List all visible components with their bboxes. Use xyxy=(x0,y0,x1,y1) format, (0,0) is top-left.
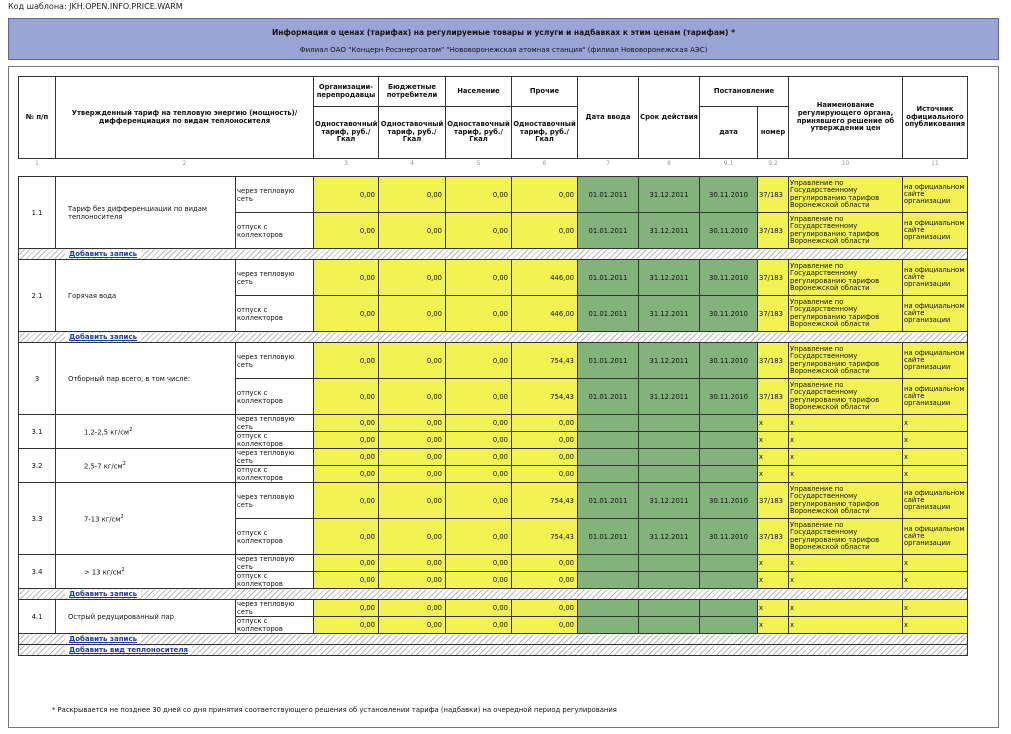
header-resolution: Постановление xyxy=(700,77,789,107)
tariff-input[interactable]: 0,00 xyxy=(314,466,379,483)
date-in-cell[interactable]: 01.01.2011 xyxy=(578,519,639,555)
tariff-input[interactable]: 0,00 xyxy=(512,177,578,213)
authority-cell[interactable]: Управление по Государственному регулированию тарифов Воронежской области xyxy=(789,260,903,296)
tariff-name xyxy=(56,415,236,449)
validity-cell[interactable] xyxy=(639,432,700,449)
tariff-input[interactable]: 0,00 xyxy=(314,617,379,634)
add-record-link[interactable]: Добавить запись xyxy=(65,250,141,258)
add-record-link-row xyxy=(19,332,968,343)
carrier-label: через тепловую сеть xyxy=(236,483,314,519)
date-in-cell[interactable] xyxy=(578,415,639,432)
row-number: 1.1 xyxy=(19,177,56,249)
add-record-link-row xyxy=(19,589,968,600)
row-number: 3 xyxy=(19,343,56,415)
tariff-name xyxy=(56,177,236,249)
authority-cell[interactable]: x xyxy=(789,555,903,572)
tariff-input[interactable]: 0,00 xyxy=(314,260,379,296)
tariff-input[interactable]: 0,00 xyxy=(379,415,446,432)
tariff-input[interactable]: 0,00 xyxy=(512,572,578,589)
resolution-date-cell[interactable]: 30.11.2010 xyxy=(700,296,758,332)
tariff-input[interactable]: 0,00 xyxy=(379,449,446,466)
row-number: 2.1 xyxy=(19,260,56,332)
resolution-date-cell[interactable] xyxy=(700,449,758,466)
source-cell[interactable]: x xyxy=(903,432,968,449)
date-in-cell[interactable] xyxy=(578,449,639,466)
source-cell[interactable]: на официальном сайте организации xyxy=(903,296,968,332)
tariff-input[interactable]: 0,00 xyxy=(379,519,446,555)
tariff-input[interactable]: 0,00 xyxy=(314,555,379,572)
carrier-label: отпуск с коллекторов xyxy=(236,432,314,449)
hatched-row xyxy=(19,589,968,600)
tariff-input[interactable]: 0,00 xyxy=(512,449,578,466)
tariff-input[interactable]: 754,43 xyxy=(512,343,578,379)
resolution-number-cell[interactable]: 37/183 xyxy=(758,260,789,296)
tariff-input[interactable]: 0,00 xyxy=(314,449,379,466)
table-row xyxy=(19,260,968,296)
row-number: 3.3 xyxy=(19,483,56,555)
date-in-cell[interactable]: 01.01.2011 xyxy=(578,177,639,213)
date-in-cell[interactable] xyxy=(578,617,639,634)
resolution-number-cell[interactable]: x xyxy=(758,600,789,617)
tariff-input[interactable]: 0,00 xyxy=(314,572,379,589)
tariff-input[interactable]: 0,00 xyxy=(314,177,379,213)
validity-cell[interactable]: 31.12.2011 xyxy=(639,260,700,296)
validity-cell[interactable] xyxy=(639,449,700,466)
tariff-name xyxy=(56,600,236,634)
column-number: 8 xyxy=(667,160,671,168)
carrier-label: отпуск с коллекторов xyxy=(236,519,314,555)
carrier-label: отпуск с коллекторов xyxy=(236,379,314,415)
validity-cell[interactable]: 31.12.2011 xyxy=(639,519,700,555)
tariff-input[interactable]: 0,00 xyxy=(314,483,379,519)
row-number: 3.4 xyxy=(19,555,56,589)
header-other: Прочие xyxy=(512,77,578,107)
column-number: 7 xyxy=(606,160,610,168)
table-row xyxy=(19,483,968,519)
tariff-name-text: Острый редуцированный пар xyxy=(68,612,174,621)
resolution-date-cell[interactable]: 30.11.2010 xyxy=(700,519,758,555)
table-row xyxy=(19,343,968,379)
tariff-input[interactable]: 0,00 xyxy=(446,519,512,555)
tariff-input[interactable]: 0,00 xyxy=(446,379,512,415)
tariff-input[interactable]: 0,00 xyxy=(446,177,512,213)
carrier-label: отпуск с коллекторов xyxy=(236,617,314,634)
validity-cell[interactable] xyxy=(639,600,700,617)
tariff-name-text: 1,2-2,5 кг/см xyxy=(84,428,130,437)
column-number: 9.2 xyxy=(768,160,778,168)
tariff-input[interactable]: 446,00 xyxy=(512,260,578,296)
tariff-name xyxy=(56,260,236,332)
column-number: 6 xyxy=(542,160,547,168)
tariff-input[interactable]: 0,00 xyxy=(446,449,512,466)
carrier-label: отпуск с коллекторов xyxy=(236,213,314,249)
table-row xyxy=(19,177,968,213)
row-number: 3.2 xyxy=(19,449,56,483)
resolution-date-cell[interactable] xyxy=(700,600,758,617)
resolution-date-cell[interactable] xyxy=(700,555,758,572)
date-in-cell[interactable] xyxy=(578,600,639,617)
date-in-cell[interactable]: 01.01.2011 xyxy=(578,343,639,379)
tariff-name-text: Горячая вода xyxy=(68,291,117,300)
tariff-input[interactable]: 0,00 xyxy=(446,572,512,589)
carrier-label: через тепловую сеть xyxy=(236,415,314,432)
resolution-date-cell[interactable]: 30.11.2010 xyxy=(700,379,758,415)
date-in-cell[interactable] xyxy=(578,466,639,483)
resolution-number-cell[interactable]: x xyxy=(758,415,789,432)
carrier-label: через тепловую сеть xyxy=(236,600,314,617)
superscript: 2 xyxy=(120,513,124,520)
resolution-number-cell[interactable]: 37/183 xyxy=(758,343,789,379)
header-single-rate: Одноставочный тариф, руб./Гкал xyxy=(446,107,512,159)
source-cell[interactable]: на официальном сайте организации xyxy=(903,177,968,213)
tariff-input[interactable]: 754,43 xyxy=(512,483,578,519)
row-number: 4.1 xyxy=(19,600,56,634)
resolution-number-cell[interactable]: 37/183 xyxy=(758,519,789,555)
tariff-input[interactable]: 0,00 xyxy=(379,213,446,249)
tariff-name-text: Отборный пар всего, в том числе: xyxy=(68,374,190,383)
tariff-input[interactable]: 0,00 xyxy=(314,519,379,555)
carrier-label: через тепловую сеть xyxy=(236,260,314,296)
authority-cell[interactable]: Управление по Государственному регулированию тарифов Воронежской области xyxy=(789,343,903,379)
add-record-link[interactable]: Добавить запись xyxy=(65,333,141,341)
authority-cell[interactable]: Управление по Государственному регулированию тарифов Воронежской области xyxy=(789,519,903,555)
validity-cell[interactable]: 31.12.2011 xyxy=(639,483,700,519)
date-in-cell[interactable]: 01.01.2011 xyxy=(578,379,639,415)
column-number: 1 xyxy=(35,160,39,168)
tariff-input[interactable]: 0,00 xyxy=(379,600,446,617)
resolution-number-cell[interactable]: x xyxy=(758,617,789,634)
superscript: 2 xyxy=(121,566,125,573)
superscript: 2 xyxy=(129,426,133,433)
authority-cell[interactable]: Управление по Государственному регулированию тарифов Воронежской области xyxy=(789,483,903,519)
tariff-input[interactable]: 0,00 xyxy=(446,600,512,617)
column-number: 2 xyxy=(182,160,187,168)
header-single-rate: Одноставочный тариф, руб./Гкал xyxy=(314,107,379,159)
carrier-label: отпуск с коллекторов xyxy=(236,466,314,483)
date-in-cell[interactable] xyxy=(578,572,639,589)
header-budget: Бюджетные потребители xyxy=(379,77,446,107)
date-in-cell[interactable]: 01.01.2011 xyxy=(578,260,639,296)
header-banner xyxy=(8,18,999,60)
header-single-rate: Одноставочный тариф, руб./Гкал xyxy=(512,107,578,159)
resolution-number-cell[interactable]: x xyxy=(758,466,789,483)
validity-cell[interactable]: 31.12.2011 xyxy=(639,177,700,213)
resolution-number-cell[interactable]: 37/183 xyxy=(758,213,789,249)
column-numbers-row xyxy=(19,159,968,169)
carrier-label: отпуск с коллекторов xyxy=(236,572,314,589)
authority-cell[interactable]: Управление по Государственному регулированию тарифов Воронежской области xyxy=(789,296,903,332)
validity-cell[interactable]: 31.12.2011 xyxy=(639,343,700,379)
tariff-input[interactable]: 0,00 xyxy=(379,296,446,332)
tariff-input[interactable]: 0,00 xyxy=(446,260,512,296)
resolution-date-cell[interactable] xyxy=(700,617,758,634)
resolution-date-cell[interactable]: 30.11.2010 xyxy=(700,343,758,379)
tariff-input[interactable]: 0,00 xyxy=(379,572,446,589)
resolution-number-cell[interactable]: x xyxy=(758,572,789,589)
resolution-date-cell[interactable] xyxy=(700,432,758,449)
banner-subtitle: Филиал ОАО "Концерн Росэнергоатом" "Нововоронежская атомная станция" (филиал Нововоронежская АЭС) xyxy=(299,46,708,54)
tariff-input[interactable]: 0,00 xyxy=(314,296,379,332)
source-cell[interactable]: на официальном сайте организации xyxy=(903,343,968,379)
header-authority: Наименование регулирующего органа, принявшего решение об утверждении цен xyxy=(789,77,903,159)
validity-cell[interactable] xyxy=(639,415,700,432)
header-res-number: номер xyxy=(758,107,789,159)
carrier-label: отпуск с коллекторов xyxy=(236,296,314,332)
resolution-date-cell[interactable] xyxy=(700,415,758,432)
carrier-label: через тепловую сеть xyxy=(236,343,314,379)
table-row xyxy=(19,555,968,572)
tariff-name-text: 2,5-7 кг/см xyxy=(84,462,123,471)
header-date-in: Дата ввода xyxy=(578,77,639,159)
source-cell[interactable]: x xyxy=(903,617,968,634)
resolution-number-cell[interactable]: 37/183 xyxy=(758,177,789,213)
tariff-input[interactable]: 0,00 xyxy=(314,432,379,449)
add-carrier-link[interactable]: Добавить вид теплоносителя xyxy=(65,646,192,654)
add-carrier-link-row xyxy=(19,645,968,656)
authority-cell[interactable]: x xyxy=(789,600,903,617)
superscript: 2 xyxy=(122,460,126,467)
tariff-input[interactable]: 446,00 xyxy=(512,296,578,332)
header-tariff: Утвержденный тариф на тепловую энергию (мощность)/ дифференциация по видам теплоносителя xyxy=(56,77,314,159)
tariff-input[interactable]: 0,00 xyxy=(314,343,379,379)
tariff-name xyxy=(56,555,236,589)
header-res-date: дата xyxy=(700,107,758,159)
source-cell[interactable]: x xyxy=(903,600,968,617)
source-cell[interactable]: x xyxy=(903,466,968,483)
column-number: 5 xyxy=(476,160,481,168)
table-row xyxy=(19,415,968,432)
carrier-label: через тепловую сеть xyxy=(236,177,314,213)
source-cell[interactable]: на официальном сайте организации xyxy=(903,213,968,249)
tariff-name-text: 7-13 кг/см xyxy=(84,515,121,524)
hatched-row xyxy=(19,332,968,343)
source-cell[interactable]: x xyxy=(903,415,968,432)
tariff-input[interactable]: 0,00 xyxy=(446,213,512,249)
tariff-input[interactable]: 0,00 xyxy=(379,260,446,296)
column-number: 10 xyxy=(841,160,850,168)
tariff-input[interactable]: 0,00 xyxy=(314,213,379,249)
source-cell[interactable]: x xyxy=(903,572,968,589)
authority-cell[interactable]: Управление по Государственному регулированию тарифов Воронежской области xyxy=(789,177,903,213)
header-num: № п/п xyxy=(19,77,56,159)
table-row xyxy=(19,600,968,617)
tariff-input[interactable]: 0,00 xyxy=(379,555,446,572)
tariff-input[interactable]: 0,00 xyxy=(314,415,379,432)
tariff-input[interactable]: 0,00 xyxy=(512,466,578,483)
tariff-input[interactable]: 0,00 xyxy=(446,296,512,332)
tariff-input[interactable]: 0,00 xyxy=(379,483,446,519)
tariff-input[interactable]: 0,00 xyxy=(446,466,512,483)
tariff-input[interactable]: 0,00 xyxy=(314,379,379,415)
tariff-input[interactable]: 0,00 xyxy=(512,600,578,617)
tariff-input[interactable]: 0,00 xyxy=(446,483,512,519)
spacer-row xyxy=(19,169,968,177)
table-row xyxy=(19,449,968,466)
header-single-rate: Одноставочный тариф, руб./Гкал xyxy=(379,107,446,159)
date-in-cell[interactable]: 01.01.2011 xyxy=(578,483,639,519)
validity-cell[interactable] xyxy=(639,617,700,634)
carrier-label: через тепловую сеть xyxy=(236,449,314,466)
validity-cell[interactable]: 31.12.2011 xyxy=(639,379,700,415)
tariff-input[interactable]: 0,00 xyxy=(379,466,446,483)
resolution-date-cell[interactable]: 30.11.2010 xyxy=(700,177,758,213)
authority-cell[interactable]: x xyxy=(789,617,903,634)
column-number: 3 xyxy=(344,160,348,168)
tariff-name xyxy=(56,343,236,415)
authority-cell[interactable]: Управление по Государственному регулированию тарифов Воронежской области xyxy=(789,213,903,249)
footnote: * Раскрывается не позднее 30 дней со дня принятия соответствующего решения об установлении тарифа (надбавки) на очередной период регулирования xyxy=(52,706,617,714)
date-in-cell[interactable]: 01.01.2011 xyxy=(578,213,639,249)
tariff-input[interactable]: 0,00 xyxy=(314,600,379,617)
tariff-input[interactable]: 0,00 xyxy=(379,343,446,379)
validity-cell[interactable]: 31.12.2011 xyxy=(639,213,700,249)
tariff-input[interactable]: 0,00 xyxy=(512,432,578,449)
banner-title: Информация о ценах (тарифах) на регулируемые товары и услуги и надбавках к этим ценам (тарифам) * xyxy=(271,28,736,37)
add-record-link[interactable]: Добавить запись xyxy=(65,635,141,643)
authority-cell[interactable]: Управление по Государственному регулированию тарифов Воронежской области xyxy=(789,379,903,415)
source-cell[interactable]: на официальном сайте организации xyxy=(903,483,968,519)
column-number: 4 xyxy=(410,160,414,168)
tariff-input[interactable]: 0,00 xyxy=(512,617,578,634)
resolution-date-cell[interactable]: 30.11.2010 xyxy=(700,483,758,519)
tariff-input[interactable]: 0,00 xyxy=(446,343,512,379)
hatched-row xyxy=(19,249,968,260)
tariff-input[interactable]: 0,00 xyxy=(379,379,446,415)
header-population: Население xyxy=(446,77,512,107)
tariff-input[interactable]: 0,00 xyxy=(379,177,446,213)
tariff-input[interactable]: 0,00 xyxy=(446,617,512,634)
tariff-name-text: Тариф без дифференциации по видам теплоносителя xyxy=(68,204,208,221)
tariff-input[interactable]: 0,00 xyxy=(379,432,446,449)
column-number: 11 xyxy=(931,160,939,168)
resolution-number-cell[interactable]: 37/183 xyxy=(758,296,789,332)
column-number: 9.1 xyxy=(723,160,734,168)
resolution-date-cell[interactable] xyxy=(700,572,758,589)
authority-cell[interactable]: x xyxy=(789,449,903,466)
tariff-input[interactable]: 0,00 xyxy=(379,617,446,634)
header-source: Источник официального опубликования xyxy=(903,77,968,159)
resolution-number-cell[interactable]: x xyxy=(758,449,789,466)
add-record-link-row xyxy=(19,634,968,645)
tariff-input[interactable]: 0,00 xyxy=(446,432,512,449)
tariff-name-text: > 13 кг/см xyxy=(84,568,122,577)
template-code: Код шаблона: JKH.OPEN.INFO.PRICE.WARM xyxy=(8,2,183,11)
tariff-input[interactable]: 0,00 xyxy=(512,213,578,249)
tariff-input[interactable]: 0,00 xyxy=(446,415,512,432)
tariff-input[interactable]: 0,00 xyxy=(512,415,578,432)
add-record-link-row xyxy=(19,249,968,260)
source-cell[interactable]: на официальном сайте организации xyxy=(903,260,968,296)
resolution-date-cell[interactable]: 30.11.2010 xyxy=(700,260,758,296)
source-cell[interactable]: x xyxy=(903,449,968,466)
carrier-label: через тепловую сеть xyxy=(236,555,314,572)
resolution-date-cell[interactable]: 30.11.2010 xyxy=(700,213,758,249)
header-validity: Срок действия xyxy=(639,77,700,159)
resolution-number-cell[interactable]: 37/183 xyxy=(758,379,789,415)
date-in-cell[interactable] xyxy=(578,555,639,572)
resolution-number-cell[interactable]: x xyxy=(758,555,789,572)
source-cell[interactable]: x xyxy=(903,555,968,572)
authority-cell[interactable]: x xyxy=(789,466,903,483)
tariff-table xyxy=(18,76,968,656)
authority-cell[interactable]: x xyxy=(789,432,903,449)
date-in-cell[interactable] xyxy=(578,432,639,449)
header-resellers: Организации-перепродавцы xyxy=(314,77,379,107)
validity-cell[interactable]: 31.12.2011 xyxy=(639,296,700,332)
add-record-link[interactable]: Добавить запись xyxy=(65,590,141,598)
hatched-row xyxy=(19,634,968,645)
validity-cell[interactable] xyxy=(639,572,700,589)
resolution-date-cell[interactable] xyxy=(700,466,758,483)
validity-cell[interactable] xyxy=(639,466,700,483)
tariff-name xyxy=(56,449,236,483)
resolution-number-cell[interactable]: 37/183 xyxy=(758,483,789,519)
tariff-input[interactable]: 754,43 xyxy=(512,519,578,555)
tariff-input[interactable]: 0,00 xyxy=(446,555,512,572)
resolution-number-cell[interactable]: x xyxy=(758,432,789,449)
hatched-row xyxy=(19,645,968,656)
tariff-input[interactable]: 754,43 xyxy=(512,379,578,415)
source-cell[interactable]: на официальном сайте организации xyxy=(903,519,968,555)
tariff-name xyxy=(56,483,236,555)
source-cell[interactable]: на официальном сайте организации xyxy=(903,379,968,415)
tariff-input[interactable]: 0,00 xyxy=(512,555,578,572)
row-number: 3.1 xyxy=(19,415,56,449)
validity-cell[interactable] xyxy=(639,555,700,572)
date-in-cell[interactable]: 01.01.2011 xyxy=(578,296,639,332)
authority-cell[interactable]: x xyxy=(789,572,903,589)
authority-cell[interactable]: x xyxy=(789,415,903,432)
